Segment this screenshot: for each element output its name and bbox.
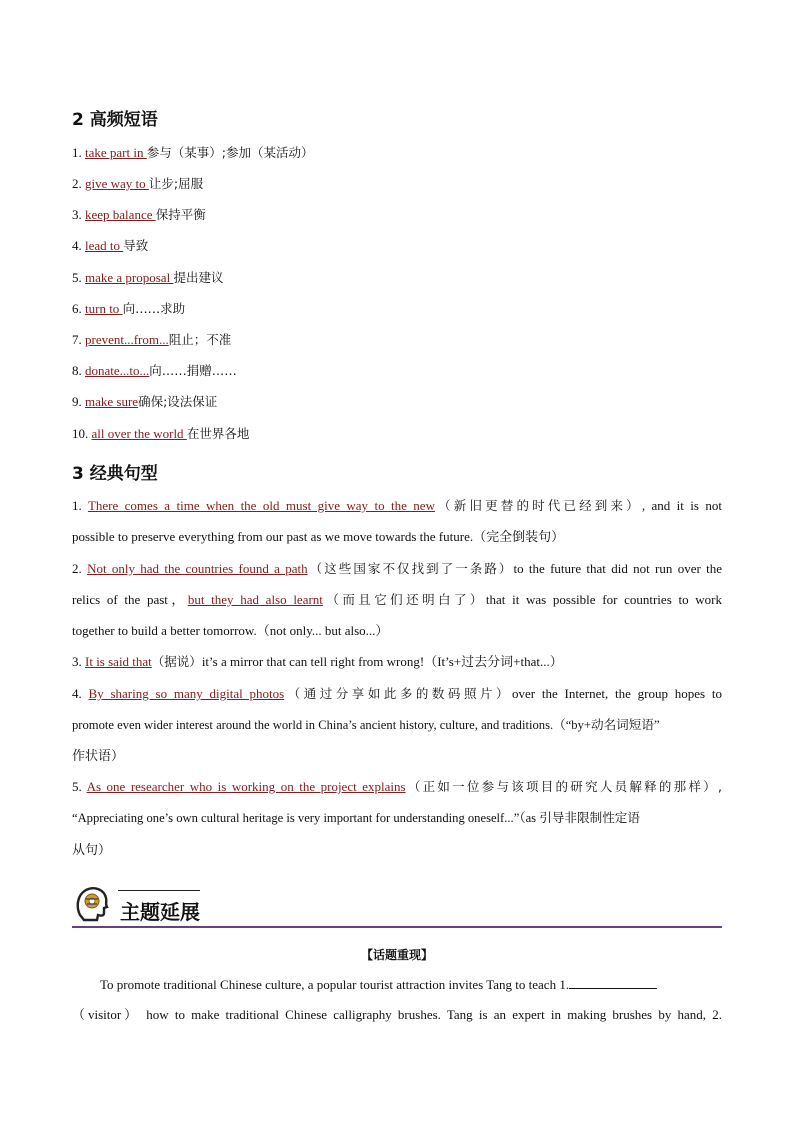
- topic-line-2: （visitor） how to make traditional Chinese calligraphy brushes. Tang is an expert in making brushes by hand, 2.: [72, 1007, 722, 1022]
- banner-rule: [72, 926, 722, 928]
- phrase-item: 2. give way to 让步;屈服: [72, 176, 204, 191]
- phrase-item: 1. take part in 参与（某事）;参加（某活动）: [72, 145, 314, 160]
- sentence-4-line-3: 作状语）: [72, 748, 125, 763]
- topic-label: 【话题重现】: [360, 948, 433, 962]
- answer-blank-1[interactable]: [569, 976, 657, 989]
- topic-line-1: To promote traditional Chinese culture, a popular tourist attraction invites Tang to teach 1.: [72, 976, 722, 993]
- sentence-1-line-2: possible to preserve everything from our past as we move towards the future.（完全倒装句）: [72, 529, 565, 544]
- sentence-1-line-1: 1. There comes a time when the old must give way to the new（新旧更替的时代已经到来）, and it is not: [72, 498, 723, 513]
- sentence-5-line-1: 5. As one researcher who is working on the project explains（正如一位参与该项目的研究人员解释的那样）,: [72, 779, 722, 794]
- phrase-item: 3. keep balance 保持平衡: [72, 207, 206, 222]
- banner-top-line: [118, 890, 200, 891]
- sentence-5-line-2: “Appreciating one’s own cultural heritage is very important for understanding oneself...”（as 引导非限制性定语: [72, 811, 640, 825]
- sentence-2-line-3: together to build a better tomorrow.（not only... but also...）: [72, 623, 389, 638]
- head-gear-icon: [74, 885, 110, 923]
- banner-title: 主题延展: [120, 900, 200, 924]
- phrase-item: 6. turn to 向……求助: [72, 301, 186, 316]
- phrase-item: 7. prevent...from...阻止；不准: [72, 332, 232, 347]
- phrase-item: 5. make a proposal 提出建议: [72, 270, 224, 285]
- phrase-item: 8. donate...to...向……捐赠……: [72, 363, 237, 378]
- sentence-5-line-3: 从句）: [72, 842, 112, 857]
- section-title-sentences: 3 经典句型: [72, 464, 158, 484]
- sentence-2-line-1: 2. Not only had the countries found a path（这些国家不仅找到了一条路）to the future that did not run over the: [72, 561, 722, 576]
- phrase-item: 10. all over the world 在世界各地: [72, 426, 250, 441]
- sentence-2-line-2: relics of the past，but they had also learnt（而且它们还明白了）that it was possible for countries to work: [72, 592, 722, 607]
- sentence-4-line-1: 4. By sharing so many digital photos（通过分享如此多的数码照片）over the Internet, the group hopes to: [72, 686, 722, 701]
- sentence-3-line-1: 3. It is said that（据说）it’s a mirror that can tell right from wrong!（It’s+过去分词+that...）: [72, 654, 563, 669]
- theme-banner: [72, 882, 722, 930]
- section-title-phrases: 2 高频短语: [72, 110, 158, 130]
- phrase-item: 9. make sure确保;设法保证: [72, 394, 218, 409]
- sentence-4-line-2: promote even wider interest around the world in China’s ancient history, culture, and traditions.（“by+动名词短语”: [72, 718, 660, 732]
- phrase-item: 4. lead to 导致: [72, 238, 149, 253]
